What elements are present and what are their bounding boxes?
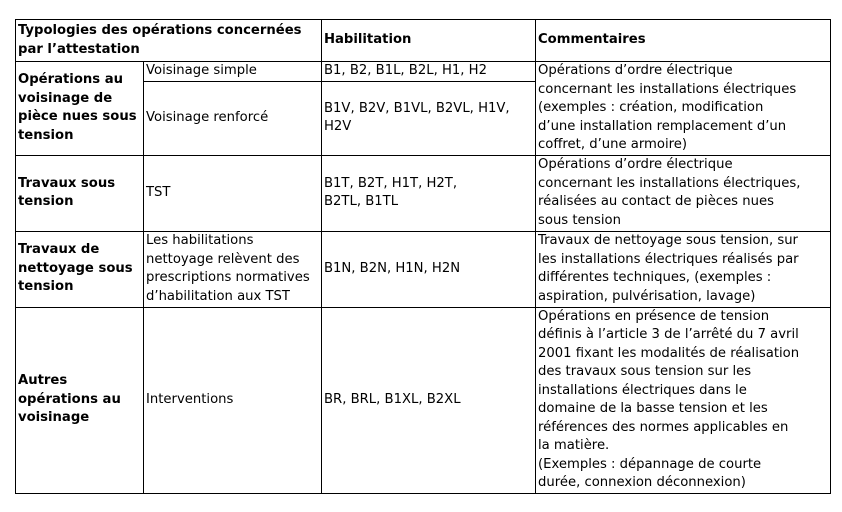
row-label-autres: Autres opérations au voisinage — [16, 307, 144, 493]
table-row — [16, 62, 831, 82]
type-autres: Interventions — [144, 307, 322, 493]
hab-voisinage-renforce: B1V, B2V, B1VL, B2VL, H1V, H2V — [322, 82, 536, 155]
hab-autres: BR, BRL, B1XL, B2XL — [322, 307, 536, 493]
header-habilitation: Habilitation — [322, 20, 536, 62]
header-commentaires: Commentaires — [536, 20, 831, 62]
type-nettoyage: Les habilitations nettoyage relèvent des prescriptions normatives d’habilitation aux TST — [144, 231, 322, 307]
header-typologies: Typologies des opérations concernées par l’attestation — [16, 20, 322, 62]
table-row — [16, 231, 831, 307]
comment-autres: Opérations en présence de tension définis à l’article 3 de l’arrêté du 7 avril 2001 fixant les modalités de réalisation des travaux sous tension sur les installations électriques dans le domaine de la basse tension et les références des normes applicables en la matière. (Exemples : dépannage de courte durée, connexion déconnexion) — [536, 307, 831, 493]
hab-nettoyage: B1N, B2N, H1N, H2N — [322, 231, 536, 307]
table-row — [16, 155, 831, 231]
table-row — [16, 307, 831, 493]
habilitation-table — [15, 19, 831, 494]
comment-voisinage: Opérations d’ordre électrique concernant les installations électriques (exemples : création, modification d’une installation remplacement d’un coffret, d’une armoire) — [536, 62, 831, 156]
row-label-voisinage: Opérations au voisinage de pièce nues sous tension — [16, 62, 144, 156]
row-label-nettoyage: Travaux de nettoyage sous tension — [16, 231, 144, 307]
hab-tst: B1T, B2T, H1T, H2T, B2TL, B1TL — [322, 155, 536, 231]
type-tst: TST — [144, 155, 322, 231]
comment-nettoyage: Travaux de nettoyage sous tension, sur les installations électriques réalisés par différentes techniques, (exemples : aspiration, pulvérisation, lavage) — [536, 231, 831, 307]
header-row — [16, 20, 831, 62]
type-voisinage-renforce: Voisinage renforcé — [144, 82, 322, 155]
comment-tst: Opérations d’ordre électrique concernant les installations électriques, réalisées au contact de pièces nues sous tension — [536, 155, 831, 231]
type-voisinage-simple: Voisinage simple — [144, 62, 322, 82]
row-label-tst: Travaux sous tension — [16, 155, 144, 231]
hab-voisinage-simple: B1, B2, B1L, B2L, H1, H2 — [322, 62, 536, 82]
